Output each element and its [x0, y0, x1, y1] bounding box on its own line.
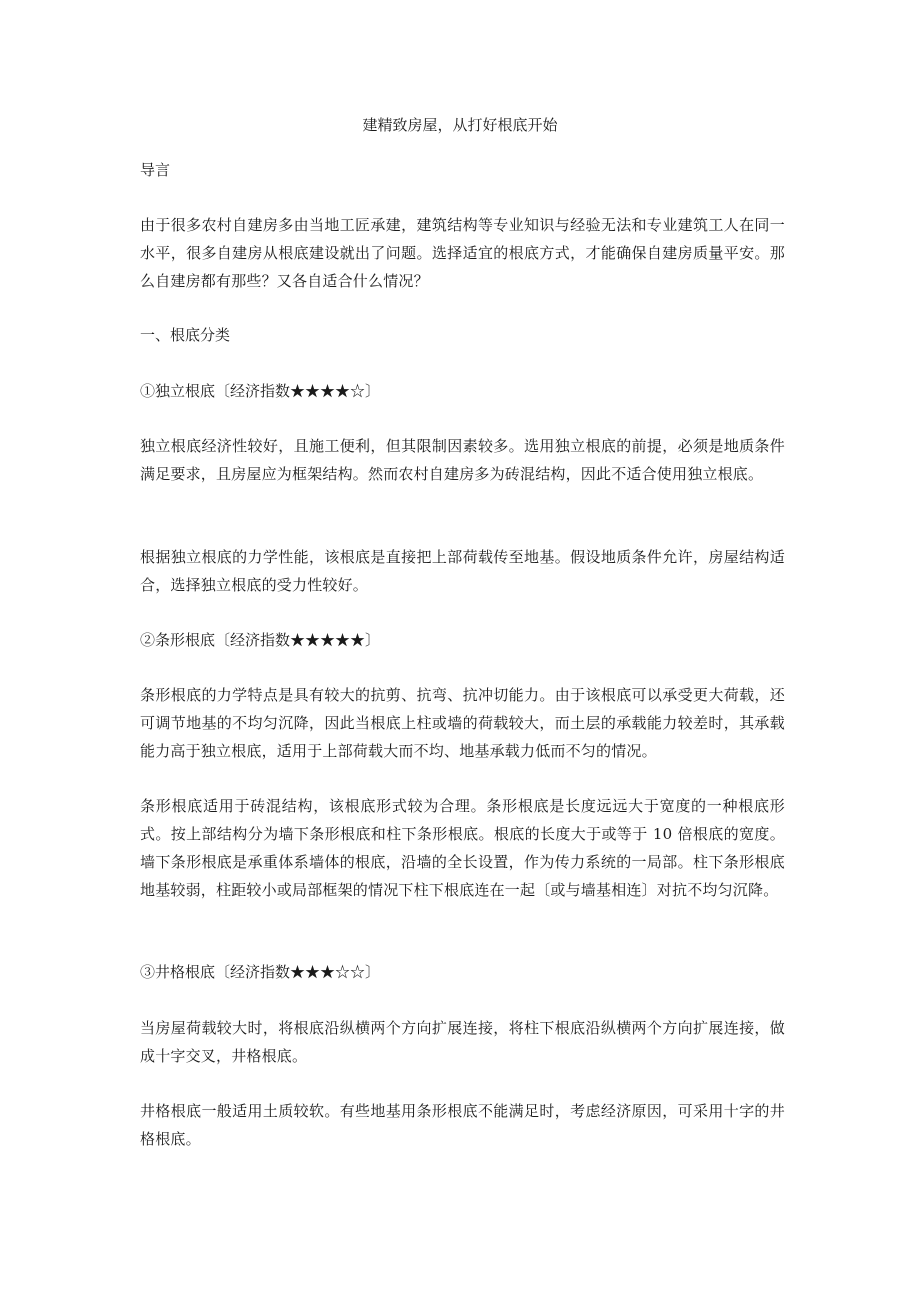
strip-foundation-paragraph-1: 条形根底的力学特点是具有较大的抗剪、抗弯、抗冲切能力。由于该根底可以承受更大荷载，还可调节地基的不均匀沉降，因此当根底上柱或墙的荷载较大，而土层的承载能力较差时，其承载能力高于独立根底，适用于上部荷载大而不均、地基承载力低而不匀的情况。	[140, 686, 785, 760]
item-heading-grid-foundation: ③井格根底〔经济指数★★★☆☆〕	[140, 963, 381, 981]
strip-foundation-paragraph-2: 条形根底适用于砖混结构，该根底形式较为合理。条形根底是长度远远大于宽度的一种根底形式。按上部结构分为墙下条形根底和柱下条形根底。根底的长度大于或等于 10 倍根底的宽度。墙下条形根底是承重体系墙体的根底，沿墙的全长设置，作为传力系统的一局部。柱下条形根底地基较弱，柱距较小或局部框架的情况下柱下根底连在一起〔或与墙基相连〕对抗不均匀沉降。	[140, 797, 785, 899]
item-heading-isolated-foundation: ①独立根底〔经济指数★★★★☆〕	[140, 382, 381, 400]
grid-foundation-paragraph-2: 井格根底一般适用土质较软。有些地基用条形根底不能满足时，考虑经济原因，可采用十字的井格根底。	[140, 1102, 785, 1148]
intro-label: 导言	[140, 161, 171, 179]
isolated-foundation-paragraph-1: 独立根底经济性较好，且施工便利，但其限制因素较多。选用独立根底的前提，必须是地质条件满足要求，且房屋应为框架结构。然而农村自建房多为砖混结构，因此不适合使用独立根底。	[140, 437, 785, 483]
item-heading-strip-foundation: ②条形根底〔经济指数★★★★★〕	[140, 631, 381, 649]
document-title: 建精致房屋，从打好根底开始	[362, 116, 558, 134]
grid-foundation-paragraph-1: 当房屋荷载较大时，将根底沿纵横两个方向扩展连接，将柱下根底沿纵横两个方向扩展连接，做成十字交叉，井格根底。	[140, 1019, 785, 1065]
isolated-foundation-paragraph-2: 根据独立根底的力学性能，该根底是直接把上部荷载传至地基。假设地质条件允许，房屋结构适合，选择独立根底的受力性较好。	[140, 548, 785, 594]
intro-paragraph: 由于很多农村自建房多由当地工匠承建，建筑结构等专业知识与经验无法和专业建筑工人在同一水平，很多自建房从根底建设就出了问题。选择适宜的根底方式，才能确保自建房质量平安。那么自建房都有那些？又各自适合什么情况？	[140, 216, 785, 290]
section-heading-classification: 一、根底分类	[140, 326, 231, 344]
